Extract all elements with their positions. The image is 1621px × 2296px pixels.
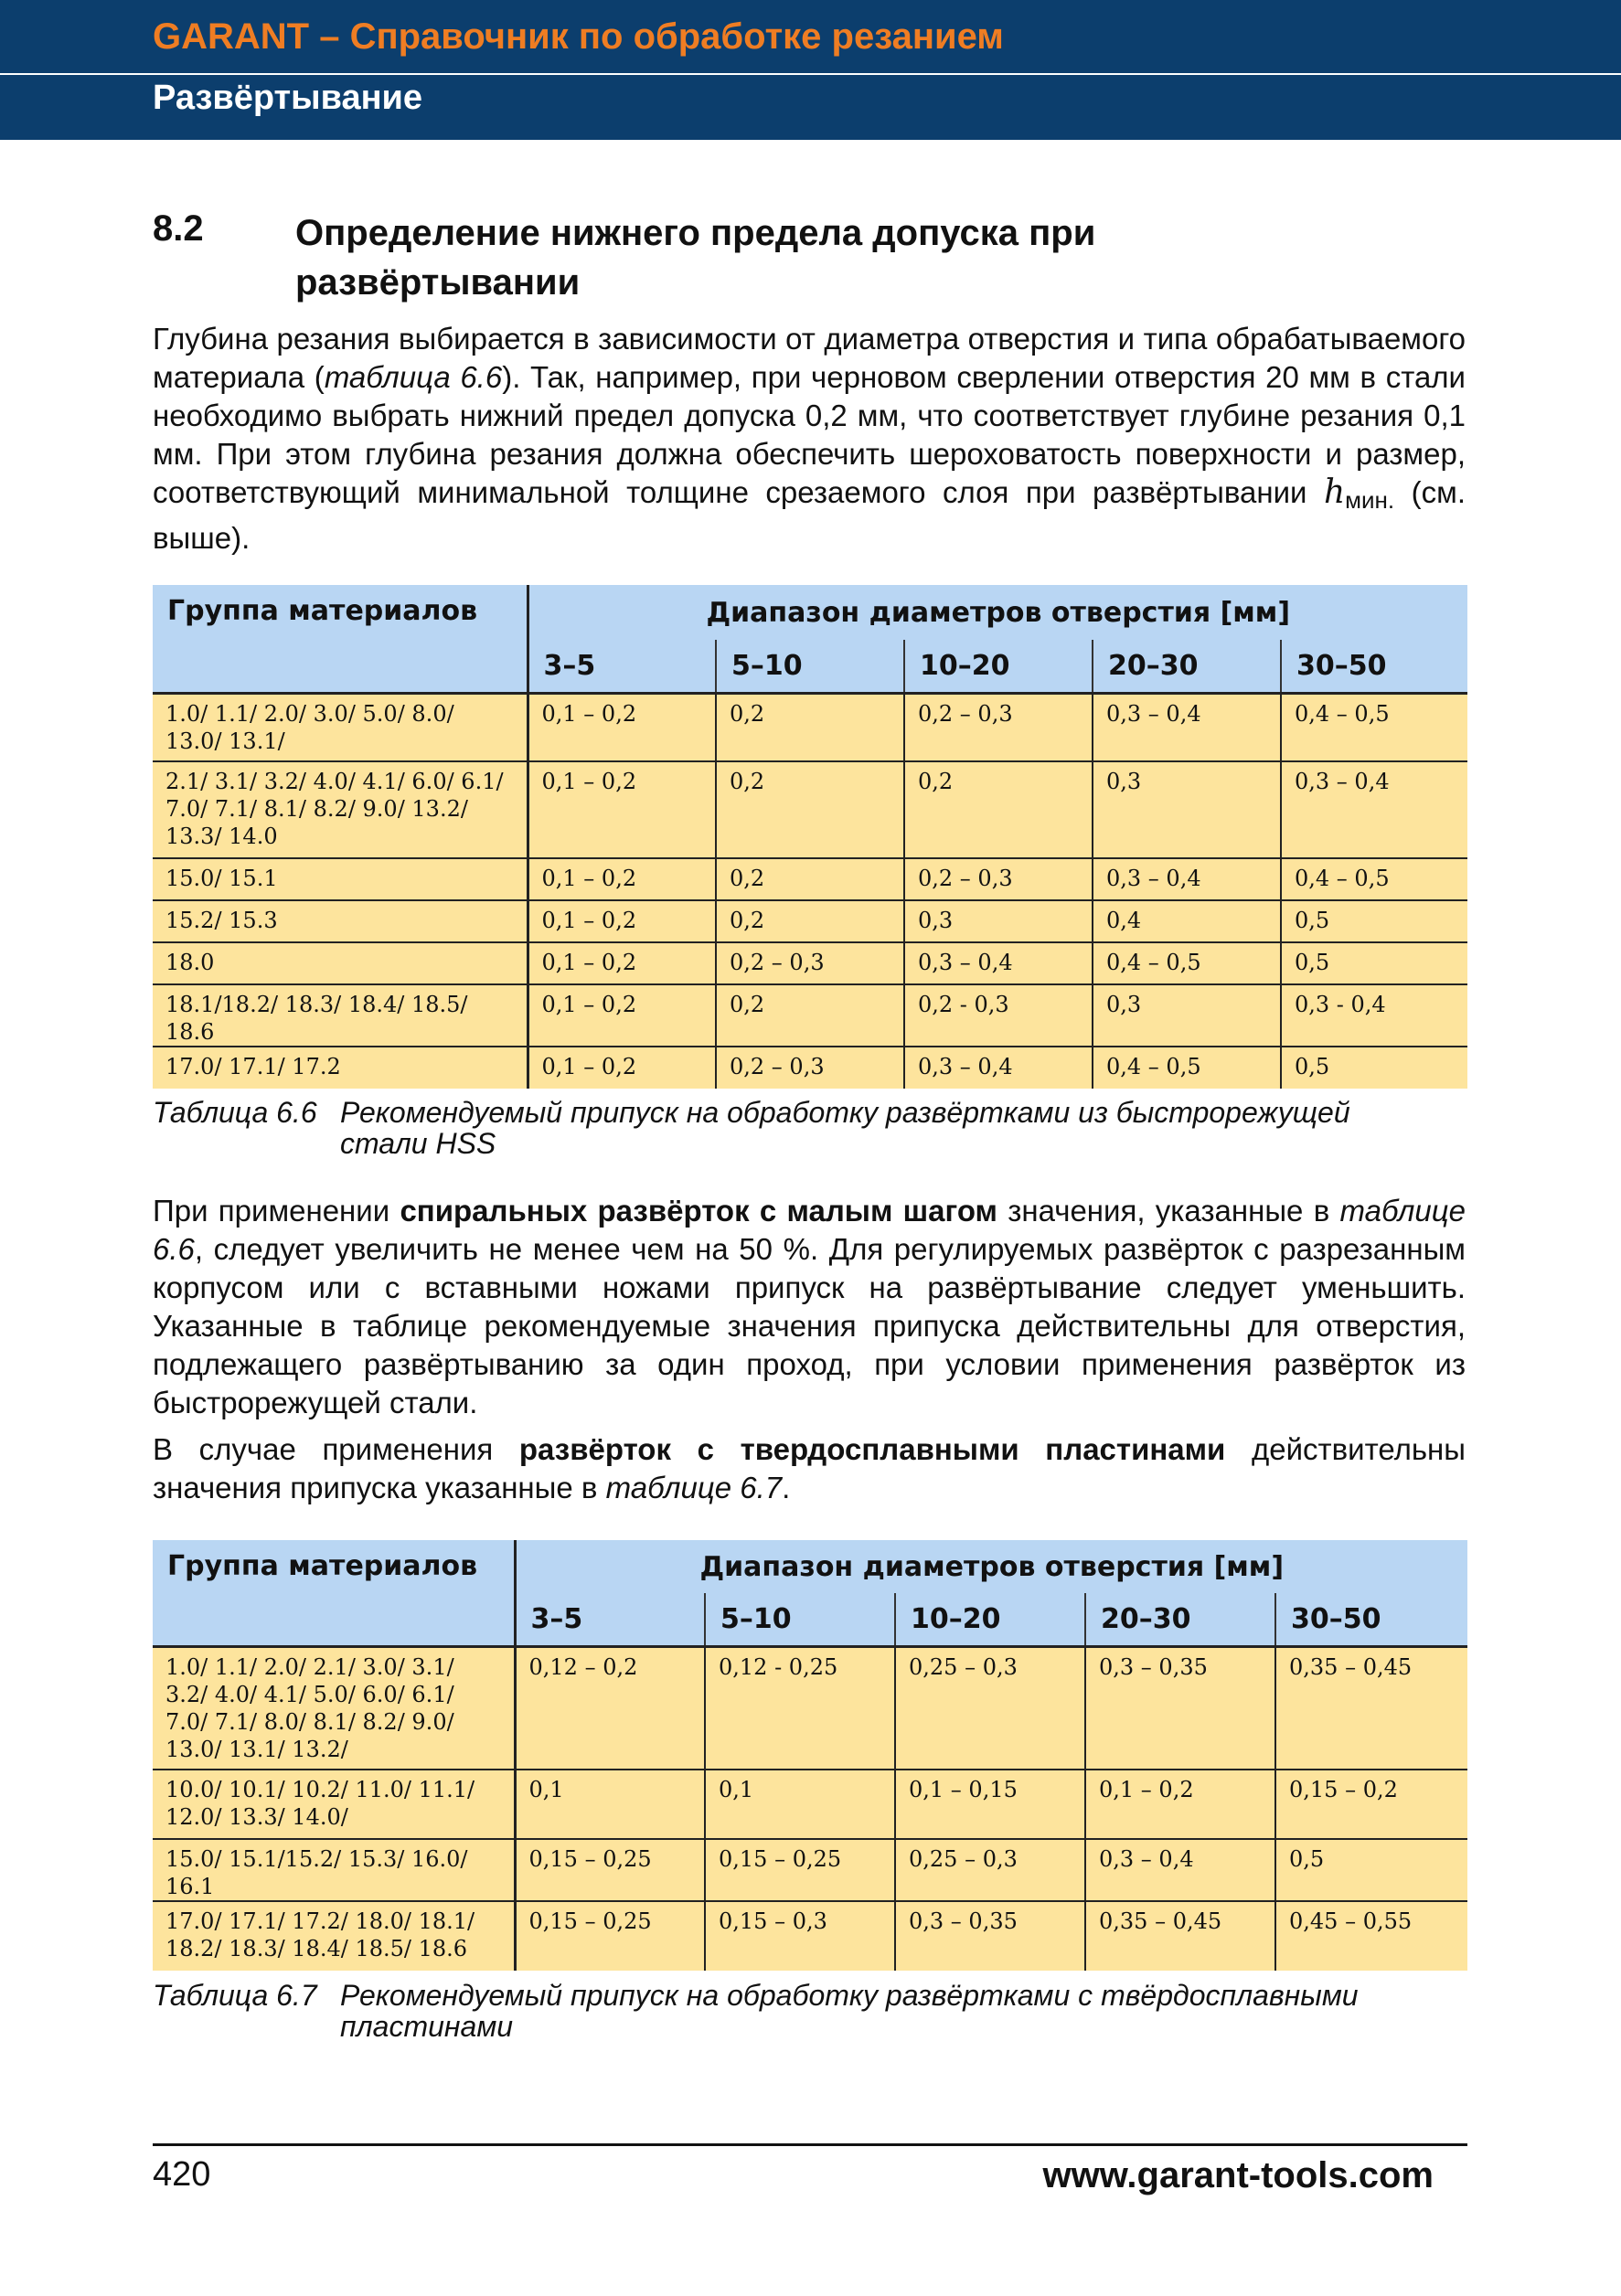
chapter-title: Развёртывание (153, 79, 423, 117)
body3-bold: развёрток с твердосплавными пластинами (518, 1432, 1226, 1466)
allowance-cell: 0,45 – 0,55 (1275, 1901, 1467, 1971)
allowance-cell: 0,25 – 0,3 (895, 1839, 1085, 1901)
body3-text-c: действительны значения припуска указанные в (153, 1432, 1466, 1504)
allowance-cell: 0,2 - 0,3 (904, 984, 1093, 1047)
allowance-cell: 0,5 (1281, 942, 1467, 984)
allowance-cell: 0,4 – 0,5 (1281, 693, 1467, 761)
allowance-cell: 0,2 (716, 858, 904, 900)
allowance-cell: 0,2 (716, 761, 904, 858)
allowance-cell: 0,3 – 0,4 (1281, 761, 1467, 858)
table-row (153, 1901, 1467, 1971)
allowance-cell: 0,2 (716, 693, 904, 761)
material-group-cell: 15.2/ 15.3 (153, 900, 528, 942)
group-header: Группа материалов (153, 585, 528, 693)
body-paragraph-2 (153, 1192, 1466, 1422)
allowance-cell: 0,1 – 0,2 (528, 693, 716, 761)
caption-table-6-6 (153, 1097, 1469, 1159)
section-number: 8.2 (153, 208, 204, 249)
body-paragraph-3 (153, 1430, 1466, 1507)
brand-title: GARANT – Справочник по обработке резанием (153, 16, 1004, 57)
allowance-cell: 0,25 – 0,3 (895, 1646, 1085, 1770)
allowance-cell: 0,3 – 0,4 (904, 1047, 1093, 1089)
table-row (153, 1770, 1467, 1839)
allowance-cell: 0,15 – 0,25 (515, 1839, 705, 1901)
column-header: 20–30 (1085, 1593, 1275, 1646)
allowance-cell: 0,3 (904, 900, 1093, 942)
allowance-cell: 0,1 – 0,2 (528, 900, 716, 942)
allowance-cell: 0,3 - 0,4 (1281, 984, 1467, 1047)
allowance-cell: 0,1 (515, 1770, 705, 1839)
allowance-cell: 0,15 – 0,3 (705, 1901, 895, 1971)
tolerance-table-6-7 (153, 1540, 1467, 1971)
column-header: 3–5 (528, 640, 716, 693)
material-group-cell: 15.0/ 15.1 (153, 858, 528, 900)
material-group-cell: 1.0/ 1.1/ 2.0/ 2.1/ 3.0/ 3.1/ 3.2/ 4.0/ 4.1/ 5.0/ 6.0/ 6.1/ 7.0/ 7.1/ 8.0/ 8.1/ 8.2/ 9.0/ 13.0/ 13.1/ 13.2/ (153, 1646, 515, 1770)
table-body (153, 693, 1467, 1089)
material-group-cell: 10.0/ 10.1/ 10.2/ 11.0/ 11.1/ 12.0/ 13.3/ 14.0/ (153, 1770, 515, 1839)
table-row (153, 942, 1467, 984)
allowance-cell: 0,1 – 0,2 (528, 858, 716, 900)
material-group-cell: 1.0/ 1.1/ 2.0/ 3.0/ 5.0/ 8.0/ 13.0/ 13.1/ (153, 693, 528, 761)
column-header: 10–20 (904, 640, 1093, 693)
h-subscript: мин. (1345, 486, 1395, 514)
caption-table-6-7 (153, 1980, 1469, 2042)
range-header: Диапазон диаметров отверстия [мм] (528, 585, 1467, 640)
caption-text-line2: пластинами (340, 2010, 514, 2043)
allowance-cell: 0,2 (904, 761, 1093, 858)
allowance-cell: 0,5 (1281, 900, 1467, 942)
section-title: Определение нижнего предела допуска при развёртывании (295, 213, 1096, 303)
allowance-cell: 0,4 – 0,5 (1281, 858, 1467, 900)
material-group-cell: 18.1/18.2/ 18.3/ 18.4/ 18.5/ 18.6 (153, 984, 528, 1047)
body2-bold: спиральных развёрток с малым шагом (400, 1194, 997, 1228)
allowance-cell: 0,4 – 0,5 (1093, 942, 1281, 984)
allowance-cell: 0,15 – 0,2 (1275, 1770, 1467, 1839)
allowance-cell: 0,3 – 0,35 (895, 1901, 1085, 1971)
allowance-cell: 0,2 – 0,3 (904, 858, 1093, 900)
caption-text-line1: Рекомендуемый припуск на обработку развёртками с твёрдосплавными (340, 1979, 1359, 2012)
allowance-cell: 0,15 – 0,25 (705, 1839, 895, 1901)
page-header (0, 0, 1621, 140)
allowance-cell: 0,35 – 0,45 (1085, 1901, 1275, 1971)
material-group-cell: 18.0 (153, 942, 528, 984)
table-row (153, 1839, 1467, 1901)
allowance-cell: 0,2 (716, 984, 904, 1047)
allowance-cell: 0,1 – 0,2 (528, 942, 716, 984)
table-row (153, 900, 1467, 942)
column-header: 3–5 (515, 1593, 705, 1646)
table-ref-6-6-b: таблице 6.6 (153, 1194, 1466, 1266)
column-header: 20–30 (1093, 640, 1281, 693)
allowance-cell: 0,1 (705, 1770, 895, 1839)
intro-text-3: (см. выше). (153, 475, 1466, 555)
table-row (153, 858, 1467, 900)
table-row (153, 1047, 1467, 1089)
material-group-cell: 2.1/ 3.1/ 3.2/ 4.0/ 4.1/ 6.0/ 6.1/ 7.0/ 7.1/ 8.1/ 8.2/ 9.0/ 13.2/ 13.3/ 14.0 (153, 761, 528, 858)
allowance-cell: 0,3 – 0,4 (1093, 858, 1281, 900)
tolerance-table-6-6 (153, 585, 1467, 1089)
website-link[interactable]: www.garant-tools.com (1042, 2155, 1434, 2195)
table-row (153, 984, 1467, 1047)
caption-text-line2: стали HSS (340, 1127, 496, 1160)
body2-text-c: значения, указанные в (997, 1194, 1340, 1228)
body3-text-a: В случае применения (153, 1432, 519, 1466)
footer-divider (153, 2143, 1467, 2146)
allowance-cell: 0,5 (1275, 1839, 1467, 1901)
table-row (153, 761, 1467, 858)
allowance-cell: 0,1 – 0,2 (1085, 1770, 1275, 1839)
allowance-cell: 0,3 (1093, 984, 1281, 1047)
caption-text-line1: Рекомендуемый припуск на обработку развёртками из быстрорежущей (340, 1096, 1350, 1129)
column-header: 5–10 (716, 640, 904, 693)
allowance-cell: 0,3 – 0,4 (1093, 693, 1281, 761)
body3-text-e: . (782, 1471, 791, 1504)
material-group-cell: 17.0/ 17.1/ 17.2/ 18.0/ 18.1/ 18.2/ 18.3/ 18.4/ 18.5/ 18.6 (153, 1901, 515, 1971)
allowance-cell: 0,2 (716, 900, 904, 942)
allowance-cell: 0,1 – 0,2 (528, 1047, 716, 1089)
h-symbol: h (1323, 473, 1346, 511)
allowance-cell: 0,4 – 0,5 (1093, 1047, 1281, 1089)
column-header: 30–50 (1281, 640, 1467, 693)
allowance-cell: 0,15 – 0,25 (515, 1901, 705, 1971)
group-header: Группа материалов (153, 1540, 515, 1646)
allowance-cell: 0,1 – 0,15 (895, 1770, 1085, 1839)
table-row (153, 693, 1467, 761)
intro-paragraph (153, 320, 1466, 558)
allowance-cell: 0,3 – 0,4 (1085, 1839, 1275, 1901)
allowance-cell: 0,1 – 0,2 (528, 761, 716, 858)
header-divider (0, 73, 1621, 75)
allowance-cell: 0,3 – 0,4 (904, 942, 1093, 984)
column-header: 5–10 (705, 1593, 895, 1646)
body2-text-e: , следует увеличить не менее чем на 50 %. Для регулируемых развёрток с разрезанным корпусом или с вставными ножами припуск на развёртывание следует уменьшить. Указанные в таблице рекомендуемые значения припуска действительны для отверстия, подлежащего развёртыванию за один проход, при условии применения развёрток из быстрорежущей стали. (153, 1232, 1466, 1419)
allowance-cell: 0,2 – 0,3 (716, 942, 904, 984)
intro-text-2: ). Так, например, при черновом сверлении отверстия 20 мм в стали необходимо выбрать нижний предел допуска 0,2 мм, что соответствует глубине резания 0,1 мм. При этом глубина резания должна обеспечить шероховатость поверхности и размер, соответствующий минимальной толщине срезаемого слоя при развёртывании (153, 360, 1466, 509)
allowance-cell: 0,5 (1281, 1047, 1467, 1089)
column-header: 10–20 (895, 1593, 1085, 1646)
body2-text-a: При применении (153, 1194, 400, 1228)
allowance-cell: 0,2 – 0,3 (904, 693, 1093, 761)
material-group-cell: 15.0/ 15.1/15.2/ 15.3/ 16.0/ 16.1 (153, 1839, 515, 1901)
intro-text-1: Глубина резания выбирается в зависимости от диаметра отверстия и типа обрабатываемого материала ( (153, 322, 1466, 394)
allowance-cell: 0,3 – 0,35 (1085, 1646, 1275, 1770)
page-number: 420 (153, 2155, 211, 2194)
table-row (153, 1646, 1467, 1770)
allowance-cell: 0,12 – 0,2 (515, 1646, 705, 1770)
table-ref-6-7: таблице 6.7 (605, 1471, 783, 1504)
table-body (153, 1646, 1467, 1971)
allowance-cell: 0,4 (1093, 900, 1281, 942)
caption-label: Таблица 6.6 (153, 1096, 317, 1129)
allowance-cell: 0,12 - 0,25 (705, 1646, 895, 1770)
material-group-cell: 17.0/ 17.1/ 17.2 (153, 1047, 528, 1089)
allowance-cell: 0,1 – 0,2 (528, 984, 716, 1047)
allowance-cell: 0,2 – 0,3 (716, 1047, 904, 1089)
column-header: 30–50 (1275, 1593, 1467, 1646)
allowance-cell: 0,3 (1093, 761, 1281, 858)
allowance-cell: 0,35 – 0,45 (1275, 1646, 1467, 1770)
range-header: Диапазон диаметров отверстия [мм] (515, 1540, 1467, 1593)
table-ref-6-6: таблица 6.6 (324, 360, 503, 394)
caption-label: Таблица 6.7 (153, 1979, 317, 2012)
